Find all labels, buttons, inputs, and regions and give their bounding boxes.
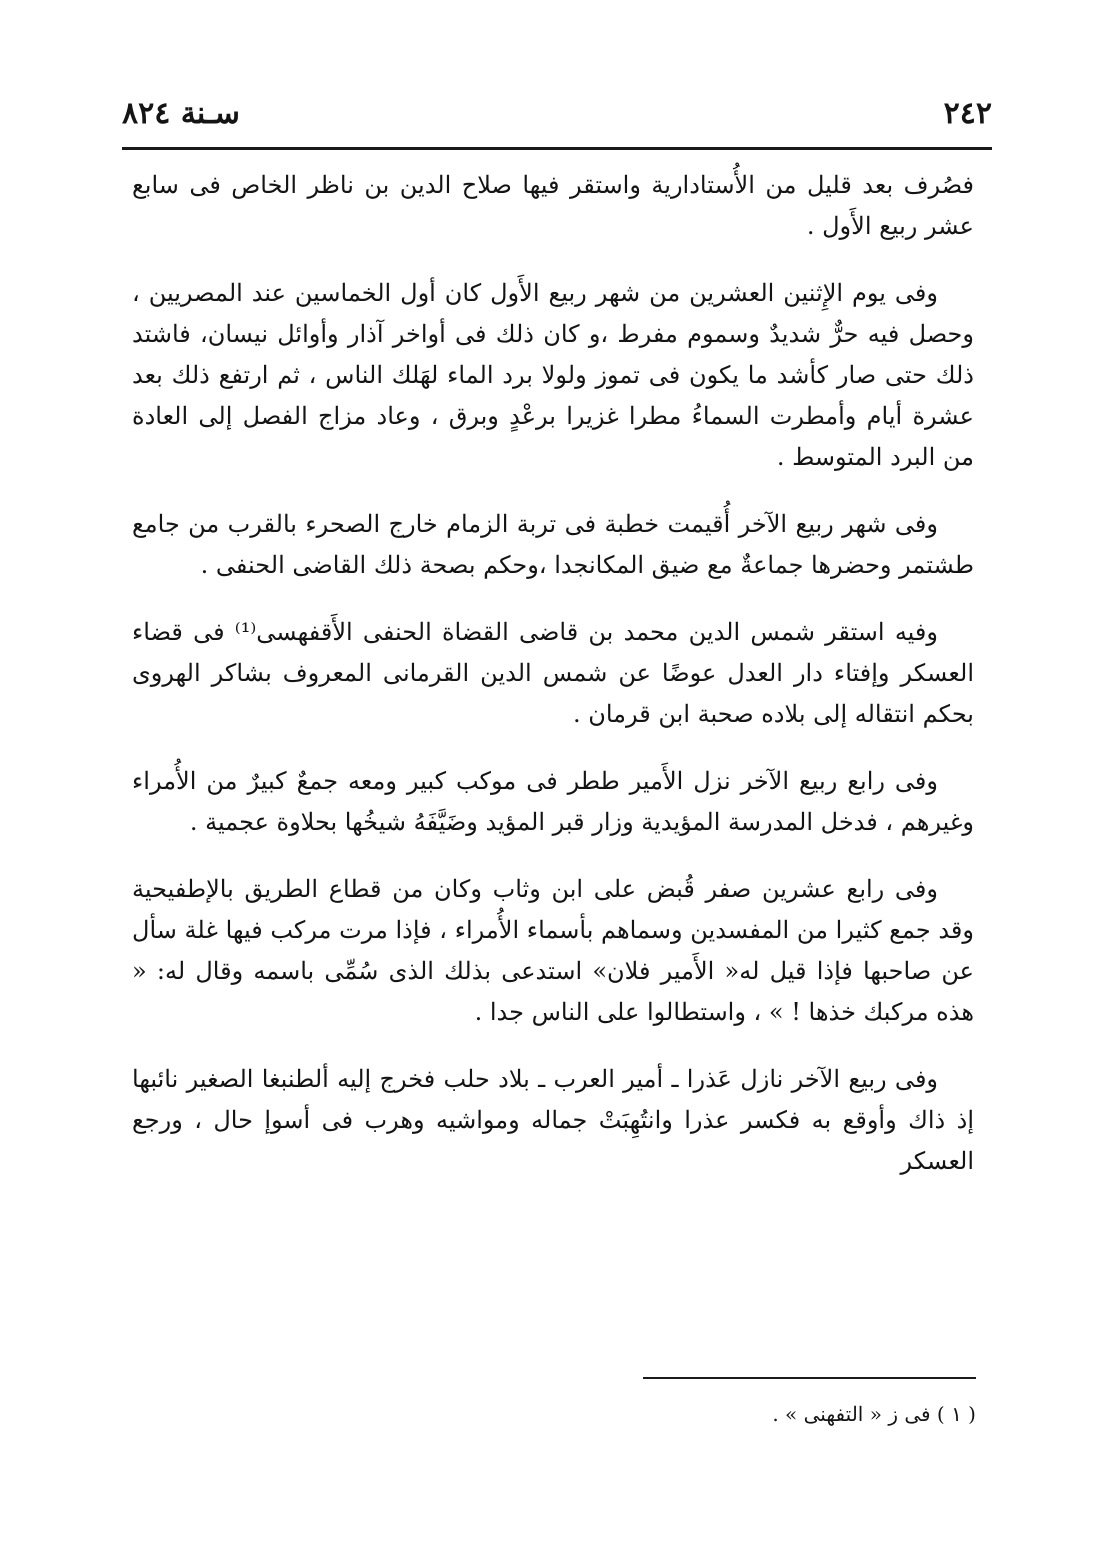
paragraph: وفى رابع ربيع الآخر نزل الأَمير ططر فى موكب كبير ومعه جمعٌ كبيرٌ من الأُمراء وغيرهم ، فدخل المدرسة المؤيدية وزار قبر المؤيد وضَيَّفَهُ شيخُها بحلاوة عجمية . bbox=[132, 767, 974, 836]
paragraph: فصُرف بعد قليل من الأُستادارية واستقر فيها صلاح الدين بن ناظر الخاص فى سابع عشر ربيع الأَول . bbox=[132, 171, 974, 240]
body-text bbox=[132, 165, 974, 1208]
paragraph: وفى شهر ربيع الآخر أُقيمت خطبة فى تربة الزمام خارج الصحرء بالقرب من جامع طشتمر وحضرها جماعةٌ مع ضيق المكانجدا ،وحكم بصحة ذلك القاضى الحنفى . bbox=[132, 510, 974, 579]
footnote: ( ١ ) فى ز « التفهنى » . bbox=[772, 1402, 976, 1426]
paragraph: وفى يوم الإِثنين العشرين من شهر ربيع الأَول كان أول الخماسين عند المصريين ، وحصل فيه حرٌّ شديدٌ وسموم مفرط ،و كان ذلك فى أواخر آذار وأوائل نيسان، فاشتد ذلك حتى صار كأشد ما يكون فى تموز ولولا برد الماء لهَلك الناس ، ثم ارتفع ذلك بعد عشرة أيام وأمطرت السماءُ مطرا غزيرا برعْدٍ وبرق ، وعاد مزاج الفصل إلى العادة من البرد المتوسط . bbox=[132, 279, 974, 471]
year-title: سـنة ٨٢٤ bbox=[122, 96, 240, 131]
paragraph: وفيه استقر شمس الدين محمد بن قاضى القضاة الحنفى الأَقفهسى⁽¹⁾ فى قضاء العسكر وإفتاء دار العدل عوضًا عن شمس الدين القرمانى المعروف بشاكر الهروى بحكم انتقاله إلى بلاده صحبة ابن قرمان . bbox=[132, 618, 974, 728]
footnote-rule bbox=[643, 1377, 976, 1379]
page-header bbox=[122, 96, 992, 152]
header-rule bbox=[122, 147, 992, 150]
page-number: ٢٤٢ bbox=[943, 96, 992, 131]
paragraph: وفى ربيع الآخر نازل عَذرا ـ أمير العرب ـ بلاد حلب فخرج إليه ألطنبغا الصغير نائبها إذ ذاك وأوقع به فكسر عذرا وانتُهِبَتْ جماله ومواشيه وهرب فى أسوإ حال ، ورجع العسكر bbox=[132, 1065, 974, 1175]
paragraph: وفى رابع عشرين صفر قُبض على ابن وثاب وكان من قطاع الطريق بالإطفيحية وقد جمع كثيرا من المفسدين وسماهم بأسماء الأُمراء ، فإذا مرت مركب فيها غلة سأل عن صاحبها فإذا قيل له« الأَمير فلان» استدعى بذلك الذى سُمِّى باسمه وقال له: « هذه مركبك خذها ! » ، واستطالوا على الناس جدا . bbox=[132, 875, 974, 1026]
